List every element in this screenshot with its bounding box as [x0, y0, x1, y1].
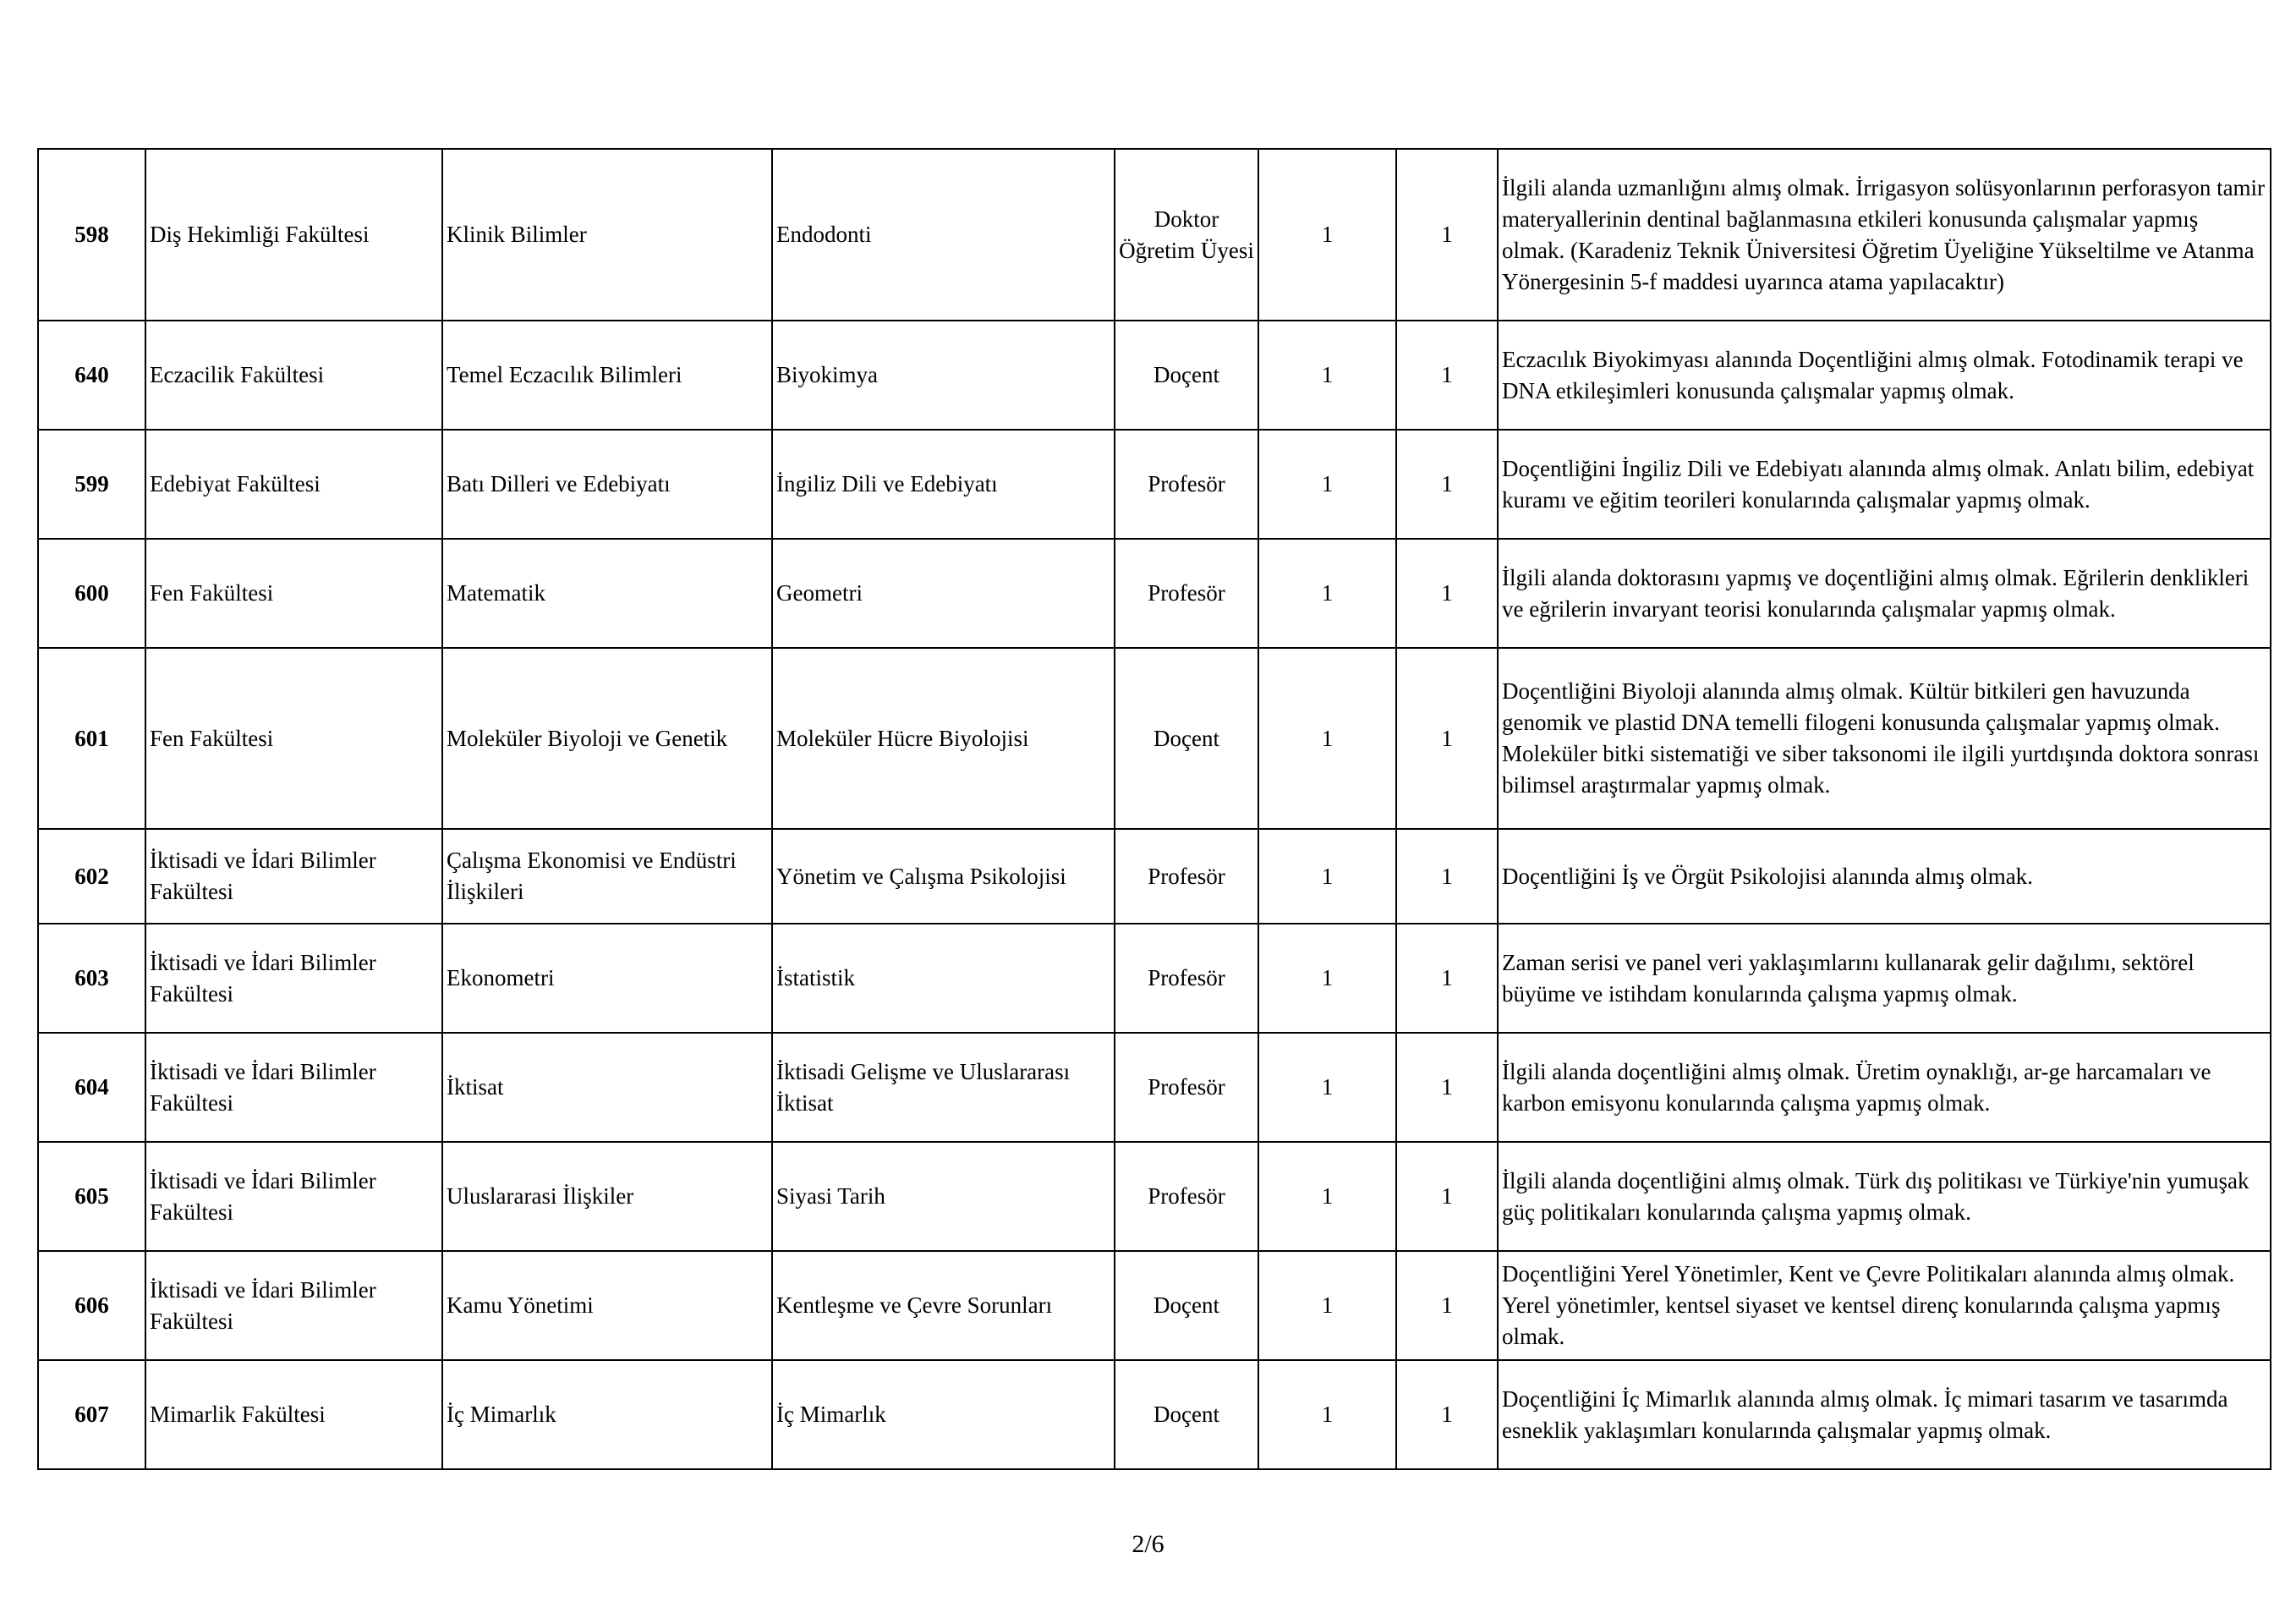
requirements-cell: İlgili alanda doktorasını yapmış ve doçentliğini almış olmak. Eğrilerin denklikleri ve eğrilerin invaryant teorisi konularında çalışmalar yapmış olmak. [1498, 539, 2271, 648]
faculty-cell: Eczacilik Fakültesi [145, 321, 442, 430]
table-row [38, 648, 2271, 829]
requirements-cell: Doçentliğini İş ve Örgüt Psikolojisi alanında almış olmak. [1498, 829, 2271, 924]
position-number: 640 [38, 321, 145, 430]
requirements-cell: Doçentliğini İngiliz Dili ve Edebiyatı alanında almış olmak. Anlatı bilim, edebiyat kuramı ve eğitim teorileri konularında çalışmalar yapmış olmak. [1498, 430, 2271, 539]
count-cell: 1 [1258, 829, 1396, 924]
program-cell: İç Mimarlık [772, 1360, 1115, 1469]
count-cell: 1 [1396, 149, 1498, 321]
count-cell: 1 [1396, 430, 1498, 539]
program-cell: Moleküler Hücre Biyolojisi [772, 648, 1115, 829]
table-row [38, 1033, 2271, 1142]
department-cell: İktisat [442, 1033, 772, 1142]
position-number: 603 [38, 924, 145, 1033]
position-number: 605 [38, 1142, 145, 1251]
academic-title-cell: Profesör [1115, 1142, 1258, 1251]
count-cell: 1 [1258, 648, 1396, 829]
faculty-cell: Mimarlik Fakültesi [145, 1360, 442, 1469]
department-cell: Uluslararasi İlişkiler [442, 1142, 772, 1251]
academic-title-cell: Profesör [1115, 1033, 1258, 1142]
count-cell: 1 [1258, 321, 1396, 430]
faculty-cell: İktisadi ve İdari Bilimler Fakültesi [145, 1142, 442, 1251]
count-cell: 1 [1258, 924, 1396, 1033]
position-number: 606 [38, 1251, 145, 1360]
faculty-cell: İktisadi ve İdari Bilimler Fakültesi [145, 1251, 442, 1360]
academic-title-cell: Doçent [1115, 1360, 1258, 1469]
requirements-cell: Doçentliğini Yerel Yönetimler, Kent ve Çevre Politikaları alanında almış olmak. Yerel yönetimler, kentsel siyaset ve kentsel direnç konularında çalışma yapmış olmak. [1498, 1251, 2271, 1360]
page-number: 2/6 [1132, 1530, 1164, 1558]
academic-title-cell: Profesör [1115, 430, 1258, 539]
academic-title-cell: Doktor Öğretim Üyesi [1115, 149, 1258, 321]
faculty-cell: İktisadi ve İdari Bilimler Fakültesi [145, 1033, 442, 1142]
faculty-cell: Diş Hekimliği Fakültesi [145, 149, 442, 321]
requirements-cell: İlgili alanda doçentliğini almış olmak. Türk dış politikası ve Türkiye'nin yumuşak güç politikaları konularında çalışma yapmış olmak. [1498, 1142, 2271, 1251]
count-cell: 1 [1396, 539, 1498, 648]
count-cell: 1 [1396, 1033, 1498, 1142]
department-cell: Matematik [442, 539, 772, 648]
faculty-cell: Fen Fakültesi [145, 539, 442, 648]
department-cell: Temel Eczacılık Bilimleri [442, 321, 772, 430]
requirements-cell: Zaman serisi ve panel veri yaklaşımlarını kullanarak gelir dağılımı, sektörel büyüme ve istihdam konularında çalışma yapmış olmak. [1498, 924, 2271, 1033]
program-cell: Yönetim ve Çalışma Psikolojisi [772, 829, 1115, 924]
position-number: 600 [38, 539, 145, 648]
table-row [38, 924, 2271, 1033]
department-cell: Klinik Bilimler [442, 149, 772, 321]
faculty-cell: İktisadi ve İdari Bilimler Fakültesi [145, 924, 442, 1033]
requirements-cell: Doçentliğini İç Mimarlık alanında almış olmak. İç mimari tasarım ve tasarımda esneklik yaklaşımları konularında çalışmalar yapmış olmak. [1498, 1360, 2271, 1469]
count-cell: 1 [1258, 149, 1396, 321]
program-cell: Endodonti [772, 149, 1115, 321]
count-cell: 1 [1396, 648, 1498, 829]
faculty-cell: İktisadi ve İdari Bilimler Fakültesi [145, 829, 442, 924]
count-cell: 1 [1396, 829, 1498, 924]
count-cell: 1 [1258, 1142, 1396, 1251]
count-cell: 1 [1396, 1142, 1498, 1251]
table-row [38, 321, 2271, 430]
requirements-cell: İlgili alanda uzmanlığını almış olmak. İrrigasyon solüsyonlarının perforasyon tamir materyallerinin dentinal bağlanmasına etkileri konusunda çalışmalar yapmış olmak. (Karadeniz Teknik Üniversitesi Öğretim Üyeliğine Yükseltilme ve Atanma Yönergesinin 5-f maddesi uyarınca atama yapılacaktır) [1498, 149, 2271, 321]
count-cell: 1 [1396, 1360, 1498, 1469]
program-cell: Siyasi Tarih [772, 1142, 1115, 1251]
department-cell: Moleküler Biyoloji ve Genetik [442, 648, 772, 829]
academic-title-cell: Profesör [1115, 539, 1258, 648]
table-row [38, 829, 2271, 924]
requirements-cell: Doçentliğini Biyoloji alanında almış olmak. Kültür bitkileri gen havuzunda genomik ve plastid DNA temelli filogeni konusunda çalışmalar yapmış olmak. Moleküler bitki sistematiği ve siber taksonomi ile ilgili yurtdışında doktora sonrası bilimsel araştırmalar yapmış olmak. [1498, 648, 2271, 829]
department-cell: İç Mimarlık [442, 1360, 772, 1469]
requirements-cell: Eczacılık Biyokimyası alanında Doçentliğini almış olmak. Fotodinamik terapi ve DNA etkileşimleri konusunda çalışmalar yapmış olmak. [1498, 321, 2271, 430]
academic-title-cell: Doçent [1115, 1251, 1258, 1360]
table-row [38, 149, 2271, 321]
position-number: 599 [38, 430, 145, 539]
position-number: 601 [38, 648, 145, 829]
table-row [38, 430, 2271, 539]
program-cell: Geometri [772, 539, 1115, 648]
table-row [38, 1142, 2271, 1251]
program-cell: İngiliz Dili ve Edebiyatı [772, 430, 1115, 539]
position-table [37, 148, 2271, 1470]
count-cell: 1 [1258, 1251, 1396, 1360]
table-row [38, 539, 2271, 648]
position-number: 604 [38, 1033, 145, 1142]
count-cell: 1 [1258, 539, 1396, 648]
program-cell: Kentleşme ve Çevre Sorunları [772, 1251, 1115, 1360]
count-cell: 1 [1396, 321, 1498, 430]
table-row [38, 1251, 2271, 1360]
position-number: 607 [38, 1360, 145, 1469]
program-cell: İstatistik [772, 924, 1115, 1033]
position-number: 602 [38, 829, 145, 924]
count-cell: 1 [1258, 1360, 1396, 1469]
academic-title-cell: Doçent [1115, 648, 1258, 829]
position-number: 598 [38, 149, 145, 321]
academic-title-cell: Profesör [1115, 829, 1258, 924]
faculty-cell: Fen Fakültesi [145, 648, 442, 829]
academic-title-cell: Doçent [1115, 321, 1258, 430]
table-row [38, 1360, 2271, 1469]
count-cell: 1 [1396, 1251, 1498, 1360]
requirements-cell: İlgili alanda doçentliğini almış olmak. Üretim oynaklığı, ar-ge harcamaları ve karbon emisyonu konularında çalışma yapmış olmak. [1498, 1033, 2271, 1142]
department-cell: Batı Dilleri ve Edebiyatı [442, 430, 772, 539]
academic-title-cell: Profesör [1115, 924, 1258, 1033]
count-cell: 1 [1258, 430, 1396, 539]
department-cell: Kamu Yönetimi [442, 1251, 772, 1360]
department-cell: Ekonometri [442, 924, 772, 1033]
count-cell: 1 [1258, 1033, 1396, 1142]
count-cell: 1 [1396, 924, 1498, 1033]
program-cell: İktisadi Gelişme ve Uluslararası İktisat [772, 1033, 1115, 1142]
department-cell: Çalışma Ekonomisi ve Endüstri İlişkileri [442, 829, 772, 924]
program-cell: Biyokimya [772, 321, 1115, 430]
faculty-cell: Edebiyat Fakültesi [145, 430, 442, 539]
